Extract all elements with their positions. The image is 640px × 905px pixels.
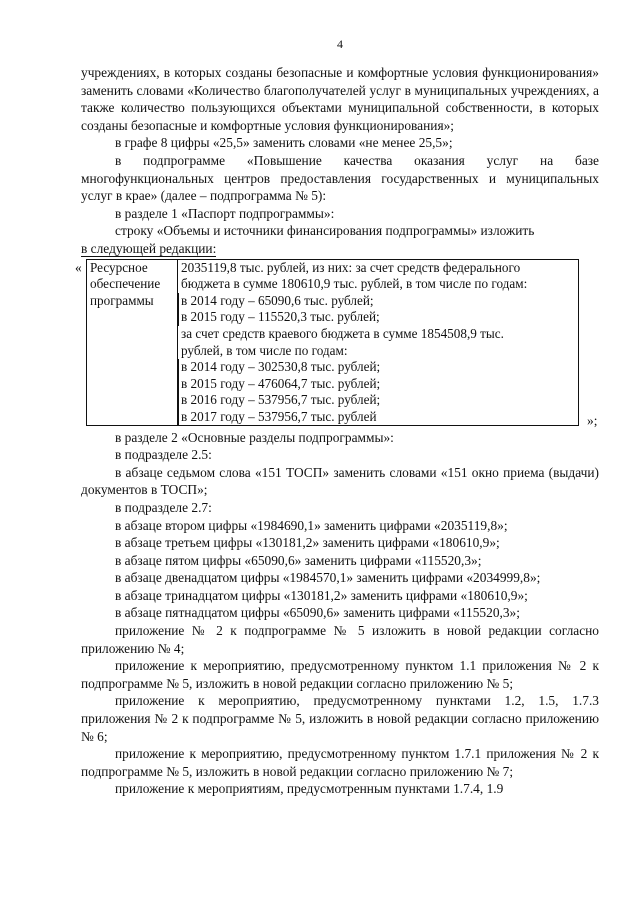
paragraph: в абзаце двенадцатом цифры «1984570,1» заменить цифрами «2034999,8»; [115,570,541,586]
table-line: в 2017 году – 537956,7 тыс. рублей [178,409,575,426]
paragraph: в абзаце пятнадцатом цифры «65090,6» заменить цифрами «115520,3»; [115,605,520,621]
table-label-cell: Ресурсное обеспечение программы [87,259,178,426]
table-line: в 2015 году – 115520,3 тыс. рублей; [178,309,575,326]
underlined-text: в следующей редакции: [81,240,217,256]
paragraph: в разделе 1 «Паспорт подпрограммы»: [115,205,335,221]
table-line: в 2015 году – 476064,7 тыс. рублей; [178,376,575,393]
paragraph: в графе 8 цифры «25,5» заменить словами «не менее 25,5»; [115,135,453,151]
paragraph: приложение № 2 к подпрограмме № 5 изложить в новой редакции согласно приложению № 4; [81,623,599,656]
paragraph: приложение к мероприятию, предусмотренному пунктами 1.2, 1.5, 1.7.3 приложения № 2 к подпрограмме № 5, изложить в новой редакции согласно приложению № 6; [81,693,599,744]
paragraph: учреждениях, в которых созданы безопасные и комфортные условия функционирования» заменить словами «Количество благополучателей услуг в муниципальных учреждениях, а также количество пользующихся объектами муниципальной собственности, в которых созданы безопасные и комфортные условия функционирования»; [81,65,599,133]
paragraph: в подпрограмме «Повышение качества оказания услуг на базе многофункциональных центров предоставления государственных и муниципальных услуг в крае» (далее – подпрограмма № 5): [81,152,599,204]
document-body [75,64,599,798]
paragraph: в абзаце втором цифры «1984690,1» заменить цифрами «2035119,8»; [115,517,508,533]
paragraph: в абзаце третьем цифры «130181,2» заменить цифрами «180610,9»; [115,535,500,551]
paragraph: в подразделе 2.7: [115,499,212,515]
paragraph: в абзаце тринадцатом цифры «130181,2» заменить цифрами «180610,9»; [115,587,528,603]
paragraph: в подразделе 2.5: [115,447,212,463]
open-quote: « [75,259,82,275]
paragraph: в абзаце седьмом слова «151 ТОСП» заменить словами «151 окно приема (выдачи) документов в ТОСП»; [81,464,599,498]
page-number: 4 [337,37,343,51]
table-line: рублей, в том числе по годам: [181,342,348,358]
funding-table-block [75,259,599,428]
table-value-cell [178,259,579,426]
funding-table [86,259,579,427]
table-line: в 2014 году – 65090,6 тыс. рублей; [178,293,575,310]
paragraph: приложение к мероприятиям, предусмотренным пунктами 1.7.4, 1.9 [115,781,504,797]
paragraph: строку «Объемы и источники финансирования подпрограммы» изложить [115,223,535,239]
table-line: 2035119,8 тыс. рублей, из них: за счет средств федерального [181,259,521,275]
paragraph [81,240,599,258]
table-line: в 2016 году – 537956,7 тыс. рублей; [178,392,575,409]
table-line: за счет средств краевого бюджета в сумме 1854508,9 тыс. [181,325,504,341]
paragraph: в разделе 2 «Основные разделы подпрограммы»: [115,429,394,445]
table-line: в 2014 году – 302530,8 тыс. рублей; [178,359,575,376]
paragraph: приложение к мероприятию, предусмотренному пунктом 1.1 приложения № 2 к подпрограмме № 5, изложить в новой редакции согласно приложению № 5; [81,658,599,691]
table-row [87,259,579,426]
paragraph: в абзаце пятом цифры «65090,6» заменить цифрами «115520,3»; [115,552,482,568]
table-line: бюджета в сумме 180610,9 тыс. рублей, в том числе по годам: [181,276,528,292]
paragraph: приложение к мероприятию, предусмотренному пунктом 1.7.1 приложения № 2 к подпрограмме № 5, изложить в новой редакции согласно приложению № 7; [81,746,599,779]
close-quote: »; [587,412,598,428]
